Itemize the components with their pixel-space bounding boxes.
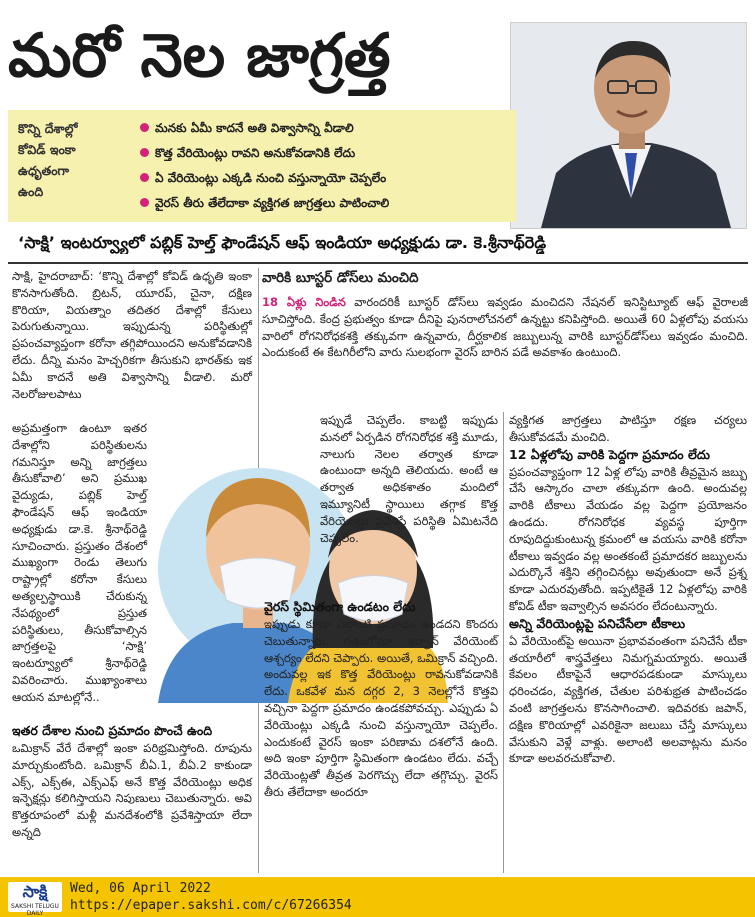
bullet-icon [140,148,149,157]
logo-subtext: SAKSHI TELUGU DAILY [11,903,59,917]
highlight-bullet: వైరస్ తీరు తేలేదాకా వ్యక్తిగత జాగ్రత్తలు పాటించాలి [140,191,515,216]
column-2 [264,598,498,801]
portrait-photo [510,22,747,229]
highlight-intro: కొన్ని దేశాల్లో కోవిడ్ ఇంకా ఉధృతంగా ఉంది [18,121,78,199]
section-heading: అన్ని వేరియెంట్లపై పనిచేసేలా టీకాలు [509,615,686,631]
article-paragraph: ఇప్పుడు కూడా ఎలాంటి ప్రమాదం ఉండదని కొందరు చెబుతున్నారు. గతంలోనూ ఇర్ఫాన్ వేరియెంట్ ఆశ్చర్యం లేదని చెప్పారు. అయితే, ఒమిక్రాన్ వచ్చింది. అందువల్ల ఇక కొత్త వేరియెంట్లు రావనుకోవడానికి లేదు. ఒకవేళ మన దగ్గర 2, 3 నెలల్లోనే కొత్తవి వచ్చినా పెద్దగా ప్రమాదం ఉండకపోవచ్చు. ఎప్పుడు ఏ వేరియెంట్లు ఎక్కడి నుంచి వస్తున్నాయో చెప్పలేం. ఎందుకంటే వైరస్ ఇంకా పరిణామ దశలోనే ఉంది. అది ఇంకా పూర్తిగా స్థిమితంగా ఉండటం లేదు. వచ్చే వేరియెంట్లతో తీవ్రత పెరగొచ్చు లేదా తగ్గొచ్చు. వైరస్ తీరు తేలేదాకా అందరూ [264,617,498,799]
highlight-bullet: మనకు ఏమీ కాదనే అతి విశ్వాసాన్ని వీడాలి [140,116,515,141]
section-heading: వైరస్ స్థిమితంగా ఉండటం లేదు [264,599,416,614]
page-headline: మరో నెల జాగ్రత్త [8,21,391,91]
column-3 [509,412,747,767]
section-heading: వారికి బూస్టర్ డోస్‌లు మంచిది [262,270,419,286]
article-paragraph: ఇప్పుడే చెప్పలేం. కాబట్టి ఇప్పుడు మనలో ఏర్పడిన రోగనిరోధక శక్తి మూడు, నాలుగు నెలల తర్వాత కూడా ఉంటుందా అన్నది తెలియదు. అంటే ఆ తర్వాత అధికశాతం మందిలో ఇమ్యూనిటీ స్థాయిలు తగ్గాక కొత్త వేరియెంట్లు ప్రవేశిస్తే పరిస్థితి ఏమిటనేది చెప్పలేం. [320,413,498,545]
article-paragraph: సాక్షి, హైదరాబాద్: ‘కొన్ని దేశాల్లో కోవిడ్ ఉధృతి ఇంకా కొనసాగుతోంది. బ్రిటన్, యూరప్, చైనా, దక్షిణ కొరియా, వియత్నాం తదితర దేశాల్లో కేసులు పెరుగుతున్నాయి. ఇప్పుడున్న పరిస్థితుల్లో ప్రపంచవ్యాప్తంగా కరోనా తగ్గిపోయిందని అనుకోవడానికి లేదు. దీన్ని మనం హెచ్చరికగా తీసుకుని భారత్‌కు ఇక ఏమీ కాదనే అతి విశ్వాసాన్ని వీడాలి. మరో నెలరోజులపాటు [12,269,252,401]
column-divider [503,412,504,873]
section-heading: 12 ఏళ్లలోపు వారికి పెద్దగా ప్రమాదం లేదు [509,446,711,462]
bullet-icon [140,198,149,207]
highlight-bullets [140,116,515,216]
logo-text: సాక్షి [22,882,48,901]
article-paragraph: ఒమిక్రాన్ వేరే దేశాల్లో ఇంకా పరిభ్రమిస్తోంది. రూపును మార్చుకుంటోంది. ఒమిక్రాన్ బీఏ.1, బీఏ.2 కాకుండా ఎక్స్, ఎక్స్‌ఈ, ఎక్స్‌ఎఫ్ అనే కొత్త వేరియెంట్లు అధిక ఇన్ఫెక్షన్లు కలిగిస్తాయని నిపుణులు చెబుతున్నారు. అవి కొత్తరూపంలో మళ్లీ మనదేశంలోకి ప్రవేశిస్తాయా లేదా అన్నది [12,741,252,839]
bullet-icon [140,123,149,132]
article-paragraph: ప్రపంచవ్యాప్తంగా 12 ఏళ్ల లోపు వారికి తీవ్రమైన జబ్బు చేసే ఆస్కారం చాలా తక్కువగా ఉంది. అందువల్ల వారికి టీకాలు వేయడం వల్ల పెద్దగా ప్రయోజనం ఉండదు. రోగనిరోధక వ్యవస్థ పూర్తిగా రూపుదిద్దుకుంటున్న క్రమంలో ఆ వయసు వారికి కరోనా టీకాలు ఇవ్వడం వల్ల అంతకంటే ప్రమాదకర జబ్బులను ఎదుర్కొనే శక్తిని తగ్గించినట్లు అవుతుందా అనే ప్రశ్న కూడా ఎదురవుతోంది. ఇప్పటికైతే 12 ఏళ్లలోపు వారికి కోవిడ్ టీకా ఇవ్వాల్సిన అవసరం లేదంటున్నారు. [509,464,747,613]
highlight-bullet: కొత్త వేరియెంట్లు రావని అనుకోవడానికి లేదు [140,141,515,166]
article-paragraph: ఏ వేరియెంట్‌పై అయినా ప్రభావవంతంగా పనిచేసే టీకా తయారీలో శాస్త్రవేత్తలు నిమగ్నమయ్యారు. అయితే కేవలం టీకాపైనే ఆధారపడకుండా మాస్కులు ధరించడం, వ్యక్తిగత, చేతుల పరిశుభ్రత పాటించడం వంటి జాగ్రత్తలను కొనసాగించాలి. ఇదివరకు జపాన్, దక్షిణ కొరియాల్లో ఎవరికైనా జలుబు చేస్తే మాస్కులు వేసుకుని వెళ్లే వాళ్లు. అలాంటి అలవాట్లను మనం కూడా అలవరచుకోవాలి. [509,633,747,766]
column-1-lower [12,722,252,841]
highlighted-text: 18 ఏళ్లు నిండిన [262,295,346,309]
epaper-link[interactable]: https://epaper.sakshi.com/c/67266354 [70,898,352,913]
article-paragraph: అప్రమత్తంగా ఉంటూ ఇతర దేశాల్లోని పరిస్థితులను గమనిస్తూ అన్ని జాగ్రత్తలు తీసుకోవాలి’ అని ప్రముఖ వైద్యుడు, పబ్లిక్ హెల్త్ ఫౌండేషన్ ఆఫ్ ఇండియా అధ్యక్షుడు డా.కె. శ్రీనాథ్‌రెడ్డి సూచించారు. ప్రస్తుతం దేశంలో ముఖ్యంగా రెండు తెలుగు రాష్ట్రాల్లో కరోనా కేసులు అత్యల్పస్థాయికి చేరుకున్న నేపథ్యంలో ప్రస్తుత పరిస్థితులు, తీసుకోవాల్సిన జాగ్రత్తలపై ‘సాక్షి’ ఇంటర్వ్యూలో శ్రీనాథ్‌రెడ్డి వివరించారు. ముఖ్యాంశాలు ఆయన మాటల్లోనే.. [12,421,147,704]
bullet-icon [140,173,149,182]
column-1 [12,268,252,402]
booster-section [262,268,748,408]
sub-headline: ‘సాక్షి’ ఇంటర్వ్యూలో పబ్లిక్ హెల్త్ ఫౌండేషన్ ఆఫ్ ఇండియా అధ్యక్షుడు డా. కె.శ్రీనాథ్‌రెడ్డి [18,233,547,252]
footer-info [70,880,352,914]
divider [8,262,748,264]
column-1-wrap [12,420,147,706]
article-paragraph: 18 ఏళ్లు నిండిన వారందరికీ బూస్టర్ డోస్‌లు ఇవ్వడం మంచిదని నేషనల్ ఇనిస్టిట్యూట్ ఆఫ్ వైరాలజీ సూచిస్తోంది. కేంద్ర ప్రభుత్వం కూడా దీనిపై పునరాలోచనలో ఉన్నట్టు కనిపిస్తోంది. అయితే 60 ఏళ్లలోపు వయసు వారిలో రోగనిరోధకశక్తి తక్కువగా ఉన్నవారు, దీర్ఘకాలిక జబ్బులున్న వారికి బూస్టర్‌డోస్‌లు ఇవ్వడం మంచిది. ఎందుకంటే ఈ కేటగిరీలోని వారు సులభంగా వైరస్ బారిన పడే అవకాశం ఉంటుంది. [262,295,748,360]
section-heading: ఇతర దేశాల నుంచి ప్రమాదం పొంచే ఉంది [12,723,213,738]
article-paragraph: వ్యక్తిగత జాగ్రత్తలు పాటిస్తూ రక్షణ చర్యలు తీసుకోవడమే మంచిది. [509,413,747,444]
edition-date: Wed, 06 April 2022 [70,881,211,896]
highlight-bullet: ఏ వేరియెంట్లు ఎక్కడి నుంచి వస్తున్నాయో చెప్పలేం [140,166,515,191]
column-2-top [320,412,498,546]
